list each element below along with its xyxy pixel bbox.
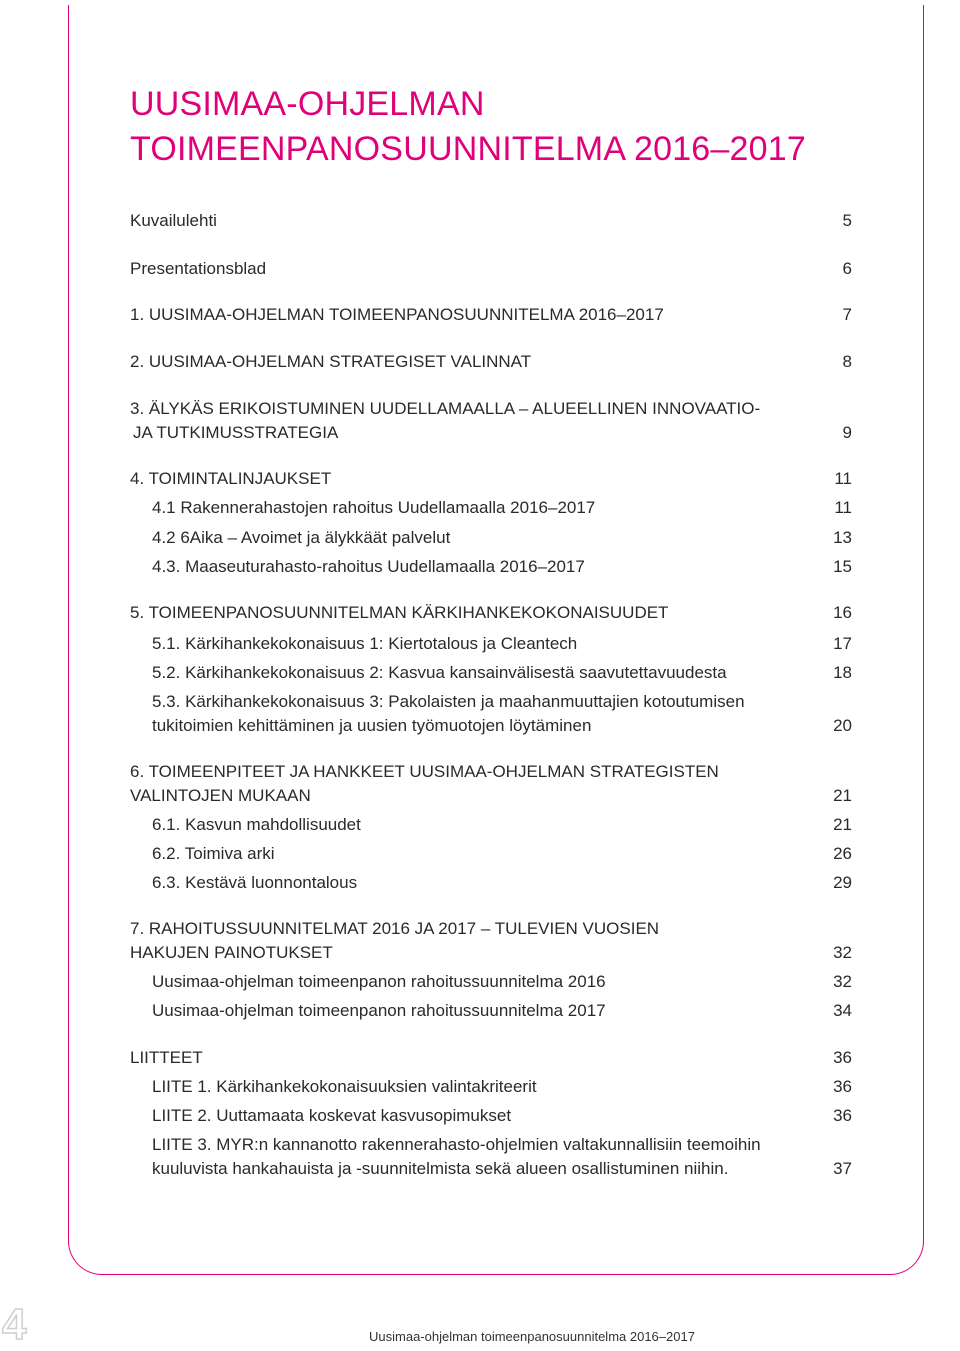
toc-entry-text: 4. TOIMINTALINJAUKSET (130, 469, 332, 488)
toc-entry-page: 36 (833, 1077, 852, 1096)
toc-entry-text-line-1: 7. RAHOITUSSUUNNITELMAT 2016 JA 2017 – TULEVIEN VUOSIEN (130, 919, 660, 938)
toc-entry-page: 20 (833, 716, 852, 735)
toc-entry-page: 16 (833, 603, 852, 622)
toc-entry-page: 9 (842, 423, 852, 442)
toc-entry-text: 5.1. Kärkihankekokonaisuus 1: Kiertotalous ja Cleantech (152, 634, 578, 653)
toc-entry-page: 11 (834, 469, 852, 488)
toc-entry-text: 2. UUSIMAA-OHJELMAN STRATEGISET VALINNAT (130, 352, 532, 371)
toc-entry-text-line-2: tukitoimien kehittäminen ja uusien työmuotojen löytäminen (152, 716, 592, 735)
toc-entry[interactable] (152, 632, 852, 656)
toc-entry-text: 5.2. Kärkihankekokonaisuus 2: Kasvua kansainvälisestä saavutettavuudesta (152, 663, 727, 682)
toc-entry-page: 32 (833, 972, 852, 991)
toc-entry-page: 11 (834, 498, 852, 517)
toc-entry-text: LIITE 1. Kärkihankekokonaisuuksien valintakriteerit (152, 1077, 537, 1096)
title-line-2: TOIMEENPANOSUUNNITELMA 2016–2017 (130, 130, 806, 168)
running-title: Uusimaa-ohjelman toimeenpanosuunnitelma 2016–2017 (369, 1329, 695, 1344)
toc-entry-text-line-1: 3. ÄLYKÄS ERIKOISTUMINEN UUDELLAMAALLA – ALUEELLINEN INNOVAATIO- (130, 399, 761, 418)
toc-entry-page: 6 (842, 259, 852, 278)
toc-entry-page: 17 (833, 634, 852, 653)
toc-entry[interactable] (130, 397, 852, 445)
toc-entry[interactable] (152, 1133, 852, 1181)
toc-entry-text: Uusimaa-ohjelman toimeenpanon rahoitussuunnitelma 2016 (152, 972, 606, 991)
toc-entry-text-line-2: VALINTOJEN MUKAAN (130, 786, 311, 805)
toc-entry[interactable] (152, 661, 852, 685)
toc-entry-text-line-2: JA TUTKIMUSSTRATEGIA (133, 423, 339, 442)
toc-entry[interactable] (130, 350, 852, 374)
toc-entry-text: 6.1. Kasvun mahdollisuudet (152, 815, 361, 834)
page-title (130, 82, 890, 172)
toc-entry[interactable] (152, 555, 852, 579)
toc-entry[interactable] (152, 690, 852, 738)
toc-entry[interactable] (152, 871, 852, 895)
toc-entry-page: 5 (842, 211, 852, 230)
toc-entry[interactable] (152, 970, 852, 994)
toc-entry-page: 26 (833, 844, 852, 863)
toc-entry-page: 32 (833, 943, 852, 962)
toc-entry-page: 7 (842, 305, 852, 324)
toc-entry[interactable] (152, 496, 852, 520)
toc-entry-page: 36 (833, 1048, 852, 1067)
page-number: 4 (2, 1300, 27, 1349)
toc-entry[interactable] (152, 1104, 852, 1128)
toc-entry-text: 4.2 6Aika – Avoimet ja älykkäät palvelut (152, 528, 451, 547)
toc-entry-page: 34 (833, 1001, 852, 1020)
toc-entry-text: Presentationsblad (130, 259, 267, 278)
toc-entry-text: LIITE 2. Uuttamaata koskevat kasvusopimukset (152, 1106, 512, 1125)
toc-entry-text: LIITTEET (130, 1048, 203, 1067)
toc-entry-text: 6.2. Toimiva arki (152, 844, 275, 863)
toc-entry-text: Uusimaa-ohjelman toimeenpanon rahoitussuunnitelma 2017 (152, 1001, 606, 1020)
toc-entry-text: 6.3. Kestävä luonnontalous (152, 873, 358, 892)
toc-entry[interactable] (130, 209, 852, 233)
toc-entry[interactable] (152, 999, 852, 1023)
toc-entry-text: 4.1 Rakennerahastojen rahoitus Uudellamaalla 2016–2017 (152, 498, 596, 517)
toc-entry-page: 37 (833, 1159, 852, 1178)
toc-entry[interactable] (130, 760, 852, 808)
toc-entry-text-line-1: 6. TOIMEENPITEET JA HANKKEET UUSIMAA-OHJELMAN STRATEGISTEN (130, 762, 719, 781)
toc-entry[interactable] (130, 1046, 852, 1070)
toc-entry[interactable] (130, 467, 852, 491)
toc-entry-page: 21 (833, 815, 852, 834)
toc-entry-page: 8 (842, 352, 852, 371)
toc-entry[interactable] (152, 526, 852, 550)
toc-entry-text: 4.3. Maaseuturahasto-rahoitus Uudellamaalla 2016–2017 (152, 557, 585, 576)
toc-entry[interactable] (130, 257, 852, 281)
toc-entry-text: 5. TOIMEENPANOSUUNNITELMAN KÄRKIHANKEKOKONAISUUDET (130, 603, 669, 622)
toc-entry-page: 15 (833, 557, 852, 576)
toc-entry[interactable] (130, 917, 852, 965)
toc-entry-page: 36 (833, 1106, 852, 1125)
toc-entry-page: 29 (833, 873, 852, 892)
toc-entry-text-line-2: HAKUJEN PAINOTUKSET (130, 943, 333, 962)
toc-entry-text-line-1: 5.3. Kärkihankekokonaisuus 3: Pakolaisten ja maahanmuuttajien kotoutumisen (152, 692, 745, 711)
toc-entry-page: 13 (833, 528, 852, 547)
toc-entry-text-line-1: LIITE 3. MYR:n kannanotto rakennerahasto-ohjelmien valtakunnallisiin teemoihin (152, 1135, 761, 1154)
toc-entry[interactable] (152, 842, 852, 866)
toc-entry-text: Kuvailulehti (130, 211, 217, 230)
toc-entry-page: 18 (833, 663, 852, 682)
toc-entry-text-line-2: kuuluvista hankahauista ja -suunnitelmista sekä alueen osallistuminen niihin. (152, 1159, 729, 1178)
toc-entry-text: 1. UUSIMAA-OHJELMAN TOIMEENPANOSUUNNITELMA 2016–2017 (130, 305, 664, 324)
toc-entry[interactable] (152, 1075, 852, 1099)
toc-entry[interactable] (152, 813, 852, 837)
toc-entry[interactable] (130, 601, 852, 625)
toc-entry-page: 21 (833, 786, 852, 805)
title-line-1: UUSIMAA-OHJELMAN (130, 85, 485, 123)
toc-entry[interactable] (130, 303, 852, 327)
